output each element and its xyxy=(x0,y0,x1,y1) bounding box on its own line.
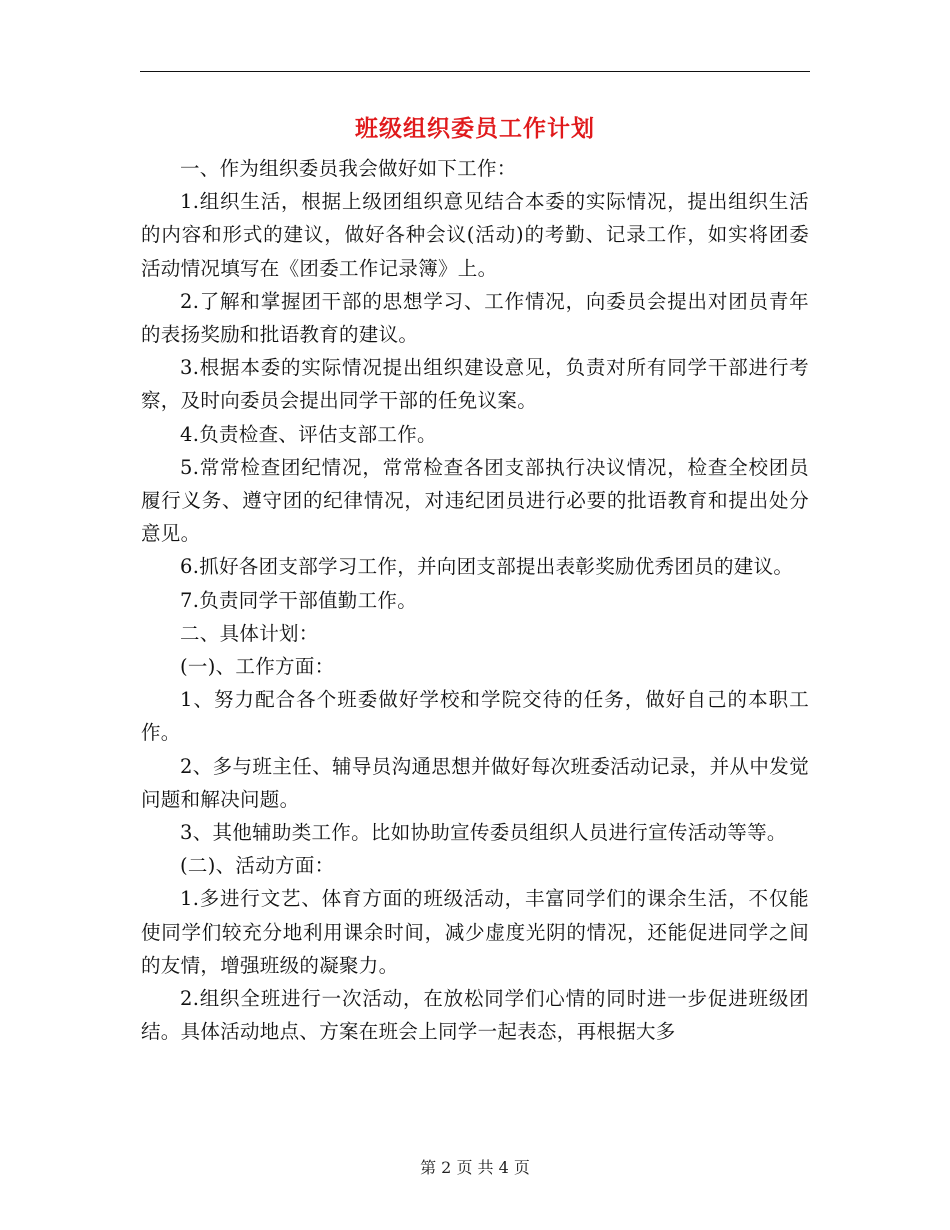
paragraph: 6.抓好各团支部学习工作，并向团支部提出表彰奖励优秀团员的建议。 xyxy=(180,555,794,579)
paragraph: 2.了解和掌握团干部的思想学习、工作情况，向委员会提出对团员青年的表扬奖励和批语教育的建议。 xyxy=(141,289,809,347)
paragraph: (一)、工作方面： xyxy=(180,655,335,679)
paragraph: 3.根据本委的实际情况提出组织建设意见，负责对所有同学干部进行考察，及时向委员会提出同学干部的任免议案。 xyxy=(141,356,809,413)
paragraph: 3、其他辅助类工作。比如协助宣传委员组织人员进行宣传活动等等。 xyxy=(180,821,787,845)
paragraph: 4.负责检查、评估支部工作。 xyxy=(180,422,437,446)
paragraph: 1.多进行文艺、体育方面的班级活动，丰富同学们的课余生活，不仅能使同学们较充分地利用课余时间，减少虚度光阴的情况，还能促进同学之间的友情，增强班级的凝聚力。 xyxy=(141,887,809,977)
document-body xyxy=(141,152,809,1048)
paragraph: 1.组织生活，根据上级团组织意见结合本委的实际情况，提出组织生活的内容和形式的建议，做好各种会议(活动)的考勤、记录工作，如实将团委活动情况填写在《团委工作记录簿》上。 xyxy=(141,190,809,280)
paragraph: (二)、活动方面： xyxy=(180,854,335,878)
paragraph: 1、努力配合各个班委做好学校和学院交待的任务，做好自己的本职工作。 xyxy=(141,688,809,745)
paragraph: 2、多与班主任、辅导员沟通思想并做好每次班委活动记录，并从中发觉问题和解决问题。 xyxy=(141,754,809,811)
paragraph: 一、作为组织委员我会做好如下工作： xyxy=(180,157,517,180)
paragraph: 2.组织全班进行一次活动，在放松同学们心情的同时进一步促进班级团结。具体活动地点、方案在班会上同学一起表态，再根据大多 xyxy=(141,987,809,1044)
paragraph: 7.负责同学干部值勤工作。 xyxy=(180,588,418,612)
document-title: 班级组织委员工作计划 xyxy=(355,115,595,142)
page-number-footer: 第 2 页 共 4 页 xyxy=(420,1158,530,1177)
paragraph: 5.常常检查团纪情况，常常检查各团支部执行决议情况，检查全校团员履行义务、遵守团的纪律情况，对违纪团员进行必要的批语教育和提出处分意见。 xyxy=(141,455,809,546)
paragraph: 二、具体计划： xyxy=(180,621,319,645)
header-rule xyxy=(140,71,810,72)
